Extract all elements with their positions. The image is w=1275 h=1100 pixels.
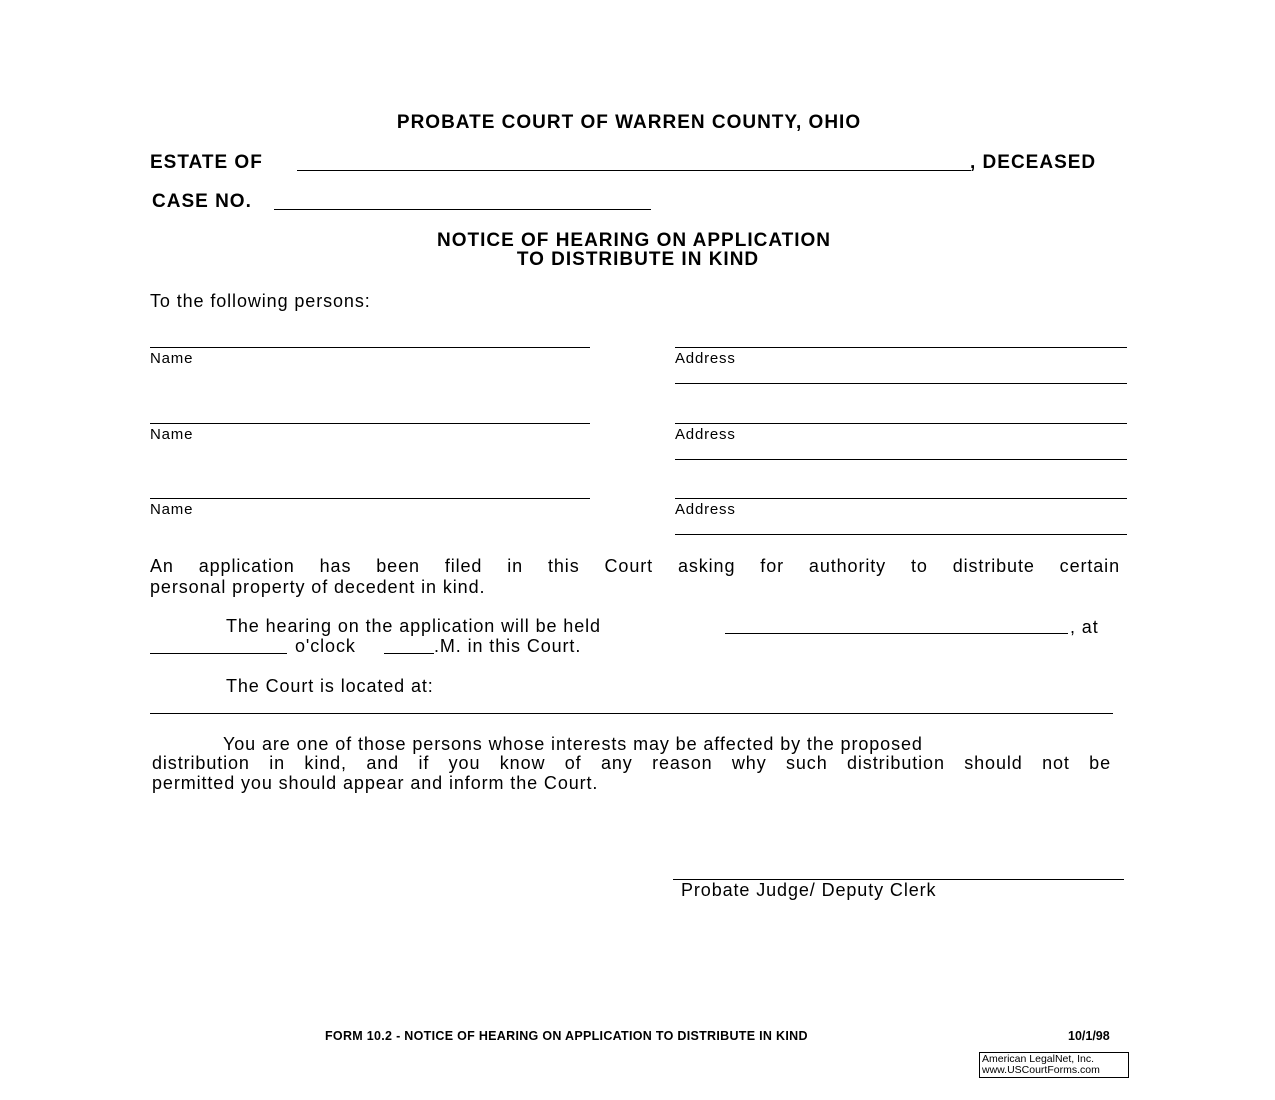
notice-line1: You are one of those persons whose interests may be affected by the proposed [223, 734, 923, 754]
notice-line2: distribution in kind, and if you know of any reason why such distribution should not be [152, 754, 1111, 773]
estate-label: ESTATE OF [150, 152, 263, 173]
footer-date: 10/1/98 [1068, 1029, 1110, 1043]
address-field-line2[interactable] [675, 459, 1127, 460]
case-no-field[interactable] [274, 209, 651, 210]
deceased-label: , DECEASED [970, 152, 1097, 173]
hearing-time-field[interactable] [150, 653, 287, 654]
name-label: Name [150, 426, 194, 443]
application-text-line1: An application has been filed in this Court asking for authority to distribute certain [150, 557, 1120, 576]
name-field[interactable] [150, 423, 590, 424]
hearing-at-text: , at [1070, 617, 1099, 637]
estate-name-field[interactable] [297, 170, 971, 171]
application-text-line2: personal property of decedent in kind. [150, 577, 486, 597]
case-no-label: CASE NO. [152, 191, 252, 212]
footer-form-title: FORM 10.2 - NOTICE OF HEARING ON APPLICATION TO DISTRIBUTE IN KIND [325, 1029, 808, 1043]
oclock-text: o'clock [295, 636, 356, 656]
address-label: Address [675, 501, 736, 518]
publisher-box [979, 1052, 1129, 1078]
publisher-url: www.USCourtForms.com [982, 1064, 1100, 1076]
name-field[interactable] [150, 347, 590, 348]
hearing-date-field[interactable] [725, 633, 1068, 634]
in-court-text: .M. in this Court. [434, 636, 582, 656]
form-title-line1: NOTICE OF HEARING ON APPLICATION [436, 230, 832, 251]
am-pm-field[interactable] [384, 653, 434, 654]
hearing-text: The hearing on the application will be held [226, 616, 601, 636]
address-label: Address [675, 350, 736, 367]
notice-line3: permitted you should appear and inform the Court. [152, 773, 599, 793]
publisher-name: American LegalNet, Inc. [982, 1053, 1095, 1065]
name-label: Name [150, 350, 194, 367]
address-field-line2[interactable] [675, 534, 1127, 535]
address-field[interactable] [675, 498, 1127, 499]
signature-label: Probate Judge/ Deputy Clerk [681, 880, 937, 900]
address-field[interactable] [675, 423, 1127, 424]
address-label: Address [675, 426, 736, 443]
form-title-line2: TO DISTRIBUTE IN KIND [516, 249, 760, 270]
court-title: PROBATE COURT OF WARREN COUNTY, OHIO [396, 112, 862, 133]
name-field[interactable] [150, 498, 590, 499]
name-label: Name [150, 501, 194, 518]
court-located-label: The Court is located at: [226, 676, 434, 696]
address-field-line2[interactable] [675, 383, 1127, 384]
address-field[interactable] [675, 347, 1127, 348]
court-location-field[interactable] [150, 713, 1113, 714]
to-persons-label: To the following persons: [150, 291, 371, 311]
